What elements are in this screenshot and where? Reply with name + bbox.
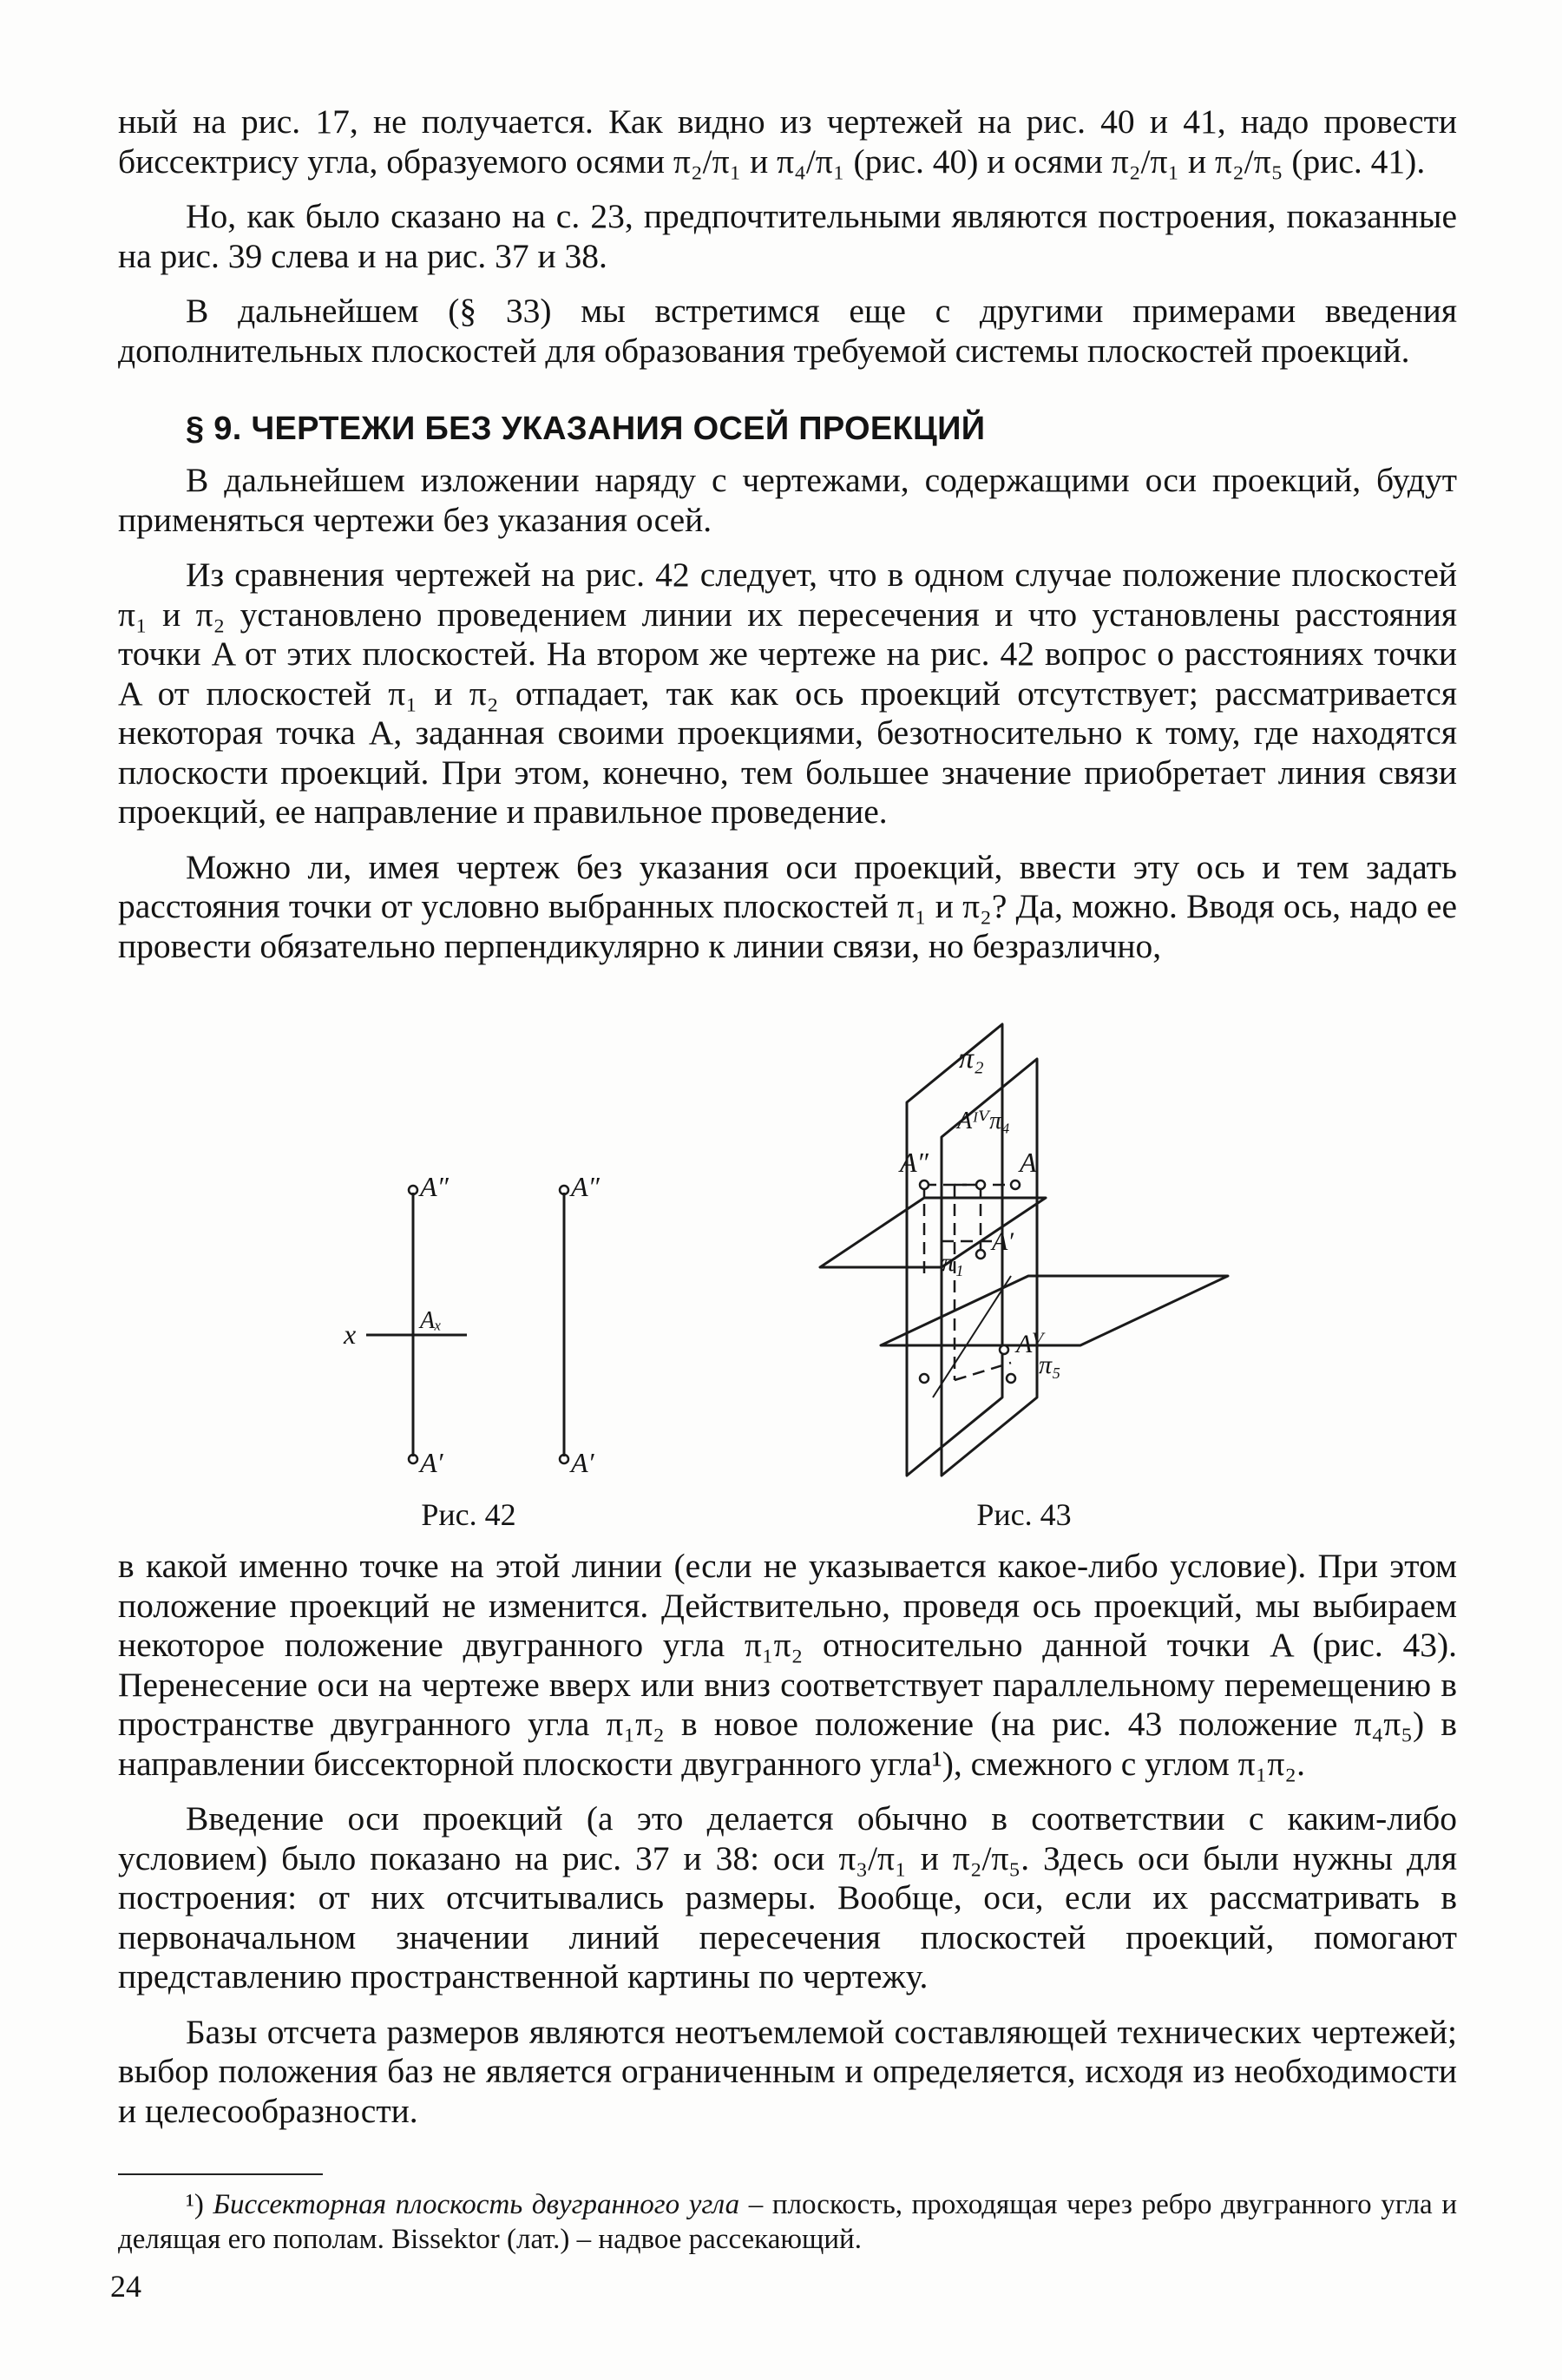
section-heading: § 9. ЧЕРТЕЖИ БЕЗ УКАЗАНИЯ ОСЕЙ ПРОЕКЦИЙ <box>186 411 986 447</box>
footnote-text: – плоскость, проходящая через ребро двугранного угла и делящая его пополам. Bissektor (лат.) – надвое рассекающий. <box>118 2189 1457 2255</box>
figure-43 <box>811 1016 1245 1493</box>
paragraph: В дальнейшем изложении наряду с чертежами, содержащими оси проекций, будут применяться чертежи без указания осей. <box>118 461 1457 539</box>
point-av <box>1000 1345 1008 1354</box>
label-a1: A′ <box>992 1227 1014 1256</box>
point-aiv <box>976 1180 985 1189</box>
text-block-bottom <box>118 1547 1457 2147</box>
paragraph-continuation: в какой именно точке на этой линии (если не указывается какое-либо условие). При этом положение проекций не изменится. Действительно, проведя ось проекций, мы выбираем некоторое положение двугранного угла π₁π₂ относительно данной точки A (рис. 43). Перенесение оси на чертеже вверх или вниз соответствует параллельному перемещению в пространстве двугранного угла π₁π₂ в новое положение (на рис. 43 положение π₄π₅) в направлении биссекторной плоскости двугранного угла¹), смежного с углом π₁π₂. <box>118 1547 1457 1783</box>
caption-figure-42: Рис. 42 <box>421 1497 516 1532</box>
point-a <box>1011 1180 1020 1189</box>
footnote-rule <box>118 2173 323 2175</box>
paragraph: Но, как было сказано на с. 23, предпочтительными являются построения, показанные на рис. 39 слева и на рис. 37 и 38. <box>118 197 1457 275</box>
label-pi5: π₅ <box>1039 1351 1061 1379</box>
caption-figure-43: Рис. 43 <box>976 1497 1072 1532</box>
footnote-term: Биссекторная плоскость двугранного угла <box>213 2189 740 2220</box>
paragraph: Из сравнения чертежей на рис. 42 следует, что в одном случае положение плоскостей π₁ и π₂ установлено проведением линии их пересечения и что установлены расстояния точки A от этих плоскостей. На втором же чертеже на рис. 42 вопрос о расстояниях точки A от плоскостей π₁ и π₂ отпадает, так как ось проекций отсутствует; рассматривается некоторая точка A, заданная своими проекциями, безотносительно к тому, где находятся плоскости проекций. При этом, конечно, тем большее значение приобретает линия связи проекций, ее направление и правильное проведение. <box>118 556 1457 831</box>
label-a2-left: A″ <box>420 1171 449 1202</box>
label-ax: Aₓ <box>420 1307 443 1334</box>
label-pi1: π₁ <box>942 1248 964 1277</box>
label-axis-x: x <box>344 1318 357 1350</box>
label-a2-right: A″ <box>571 1171 600 1202</box>
label-av: Aⱽ <box>1016 1330 1044 1358</box>
paragraph: В дальнейшем (§ 33) мы встретимся еще с другими примерами введения дополнительных плоскостей для образования требуемой системы плоскостей проекций. <box>118 292 1457 370</box>
figure-42 <box>330 1154 642 1484</box>
point-base-2 <box>1007 1374 1015 1383</box>
text-block-top <box>118 102 1457 982</box>
label-pi2: π₂ <box>959 1042 984 1075</box>
label-a-point: A <box>1020 1147 1037 1178</box>
page-number: 24 <box>110 2269 141 2304</box>
label-a2: A″ <box>900 1147 929 1178</box>
point-base <box>920 1374 929 1383</box>
paragraph: Введение оси проекций (а это делается обычно в соответствии с каким-либо условием) было показано на рис. 37 и 38: оси π₃/π₁ и π₂/π₅. Здесь оси были нужны для построения: от них отсчитывались размеры. Вообще, оси, если их рассматривать в первоначальном значении линий пересечения плоскостей проекций, помогают представлению пространственной картины по чертежу. <box>118 1799 1457 1995</box>
label-a1-left: A′ <box>420 1447 443 1478</box>
bisector-line <box>933 1276 1011 1397</box>
point-a1 <box>976 1250 985 1259</box>
paragraph-continuation: ный на рис. 17, не получается. Как видно из чертежей на рис. 40 и 41, надо провести биссектрису угла, образуемого осями π₂/π₁ и π₄/π₁ (рис. 40) и осями π₂/π₁ и π₂/π₅ (рис. 41). <box>118 102 1457 181</box>
paragraph: Можно ли, имея чертеж без указания оси проекций, ввести эту ось и тем задать расстояния точки от условно выбранных плоскостей π₁ и π₂? Да, можно. Вводя ось, надо ее провести обязательно перпендикулярно к линии связи, но безразлично, <box>118 847 1457 965</box>
label-aiv-pi4: Aᴵⱽπ₄ <box>957 1108 1010 1134</box>
footnote <box>118 2187 1457 2257</box>
footnote-marker: ¹) <box>186 2189 204 2220</box>
label-a1-right: A′ <box>571 1447 594 1478</box>
point-a2 <box>920 1180 929 1189</box>
plane-pi5 <box>881 1276 1228 1345</box>
paragraph: Базы отсчета размеров являются неотъемлемой составляющей технических чертежей; выбор положения баз не является ограниченным и определяется, исходя из необходимости и целесообразности. <box>118 2012 1457 2130</box>
